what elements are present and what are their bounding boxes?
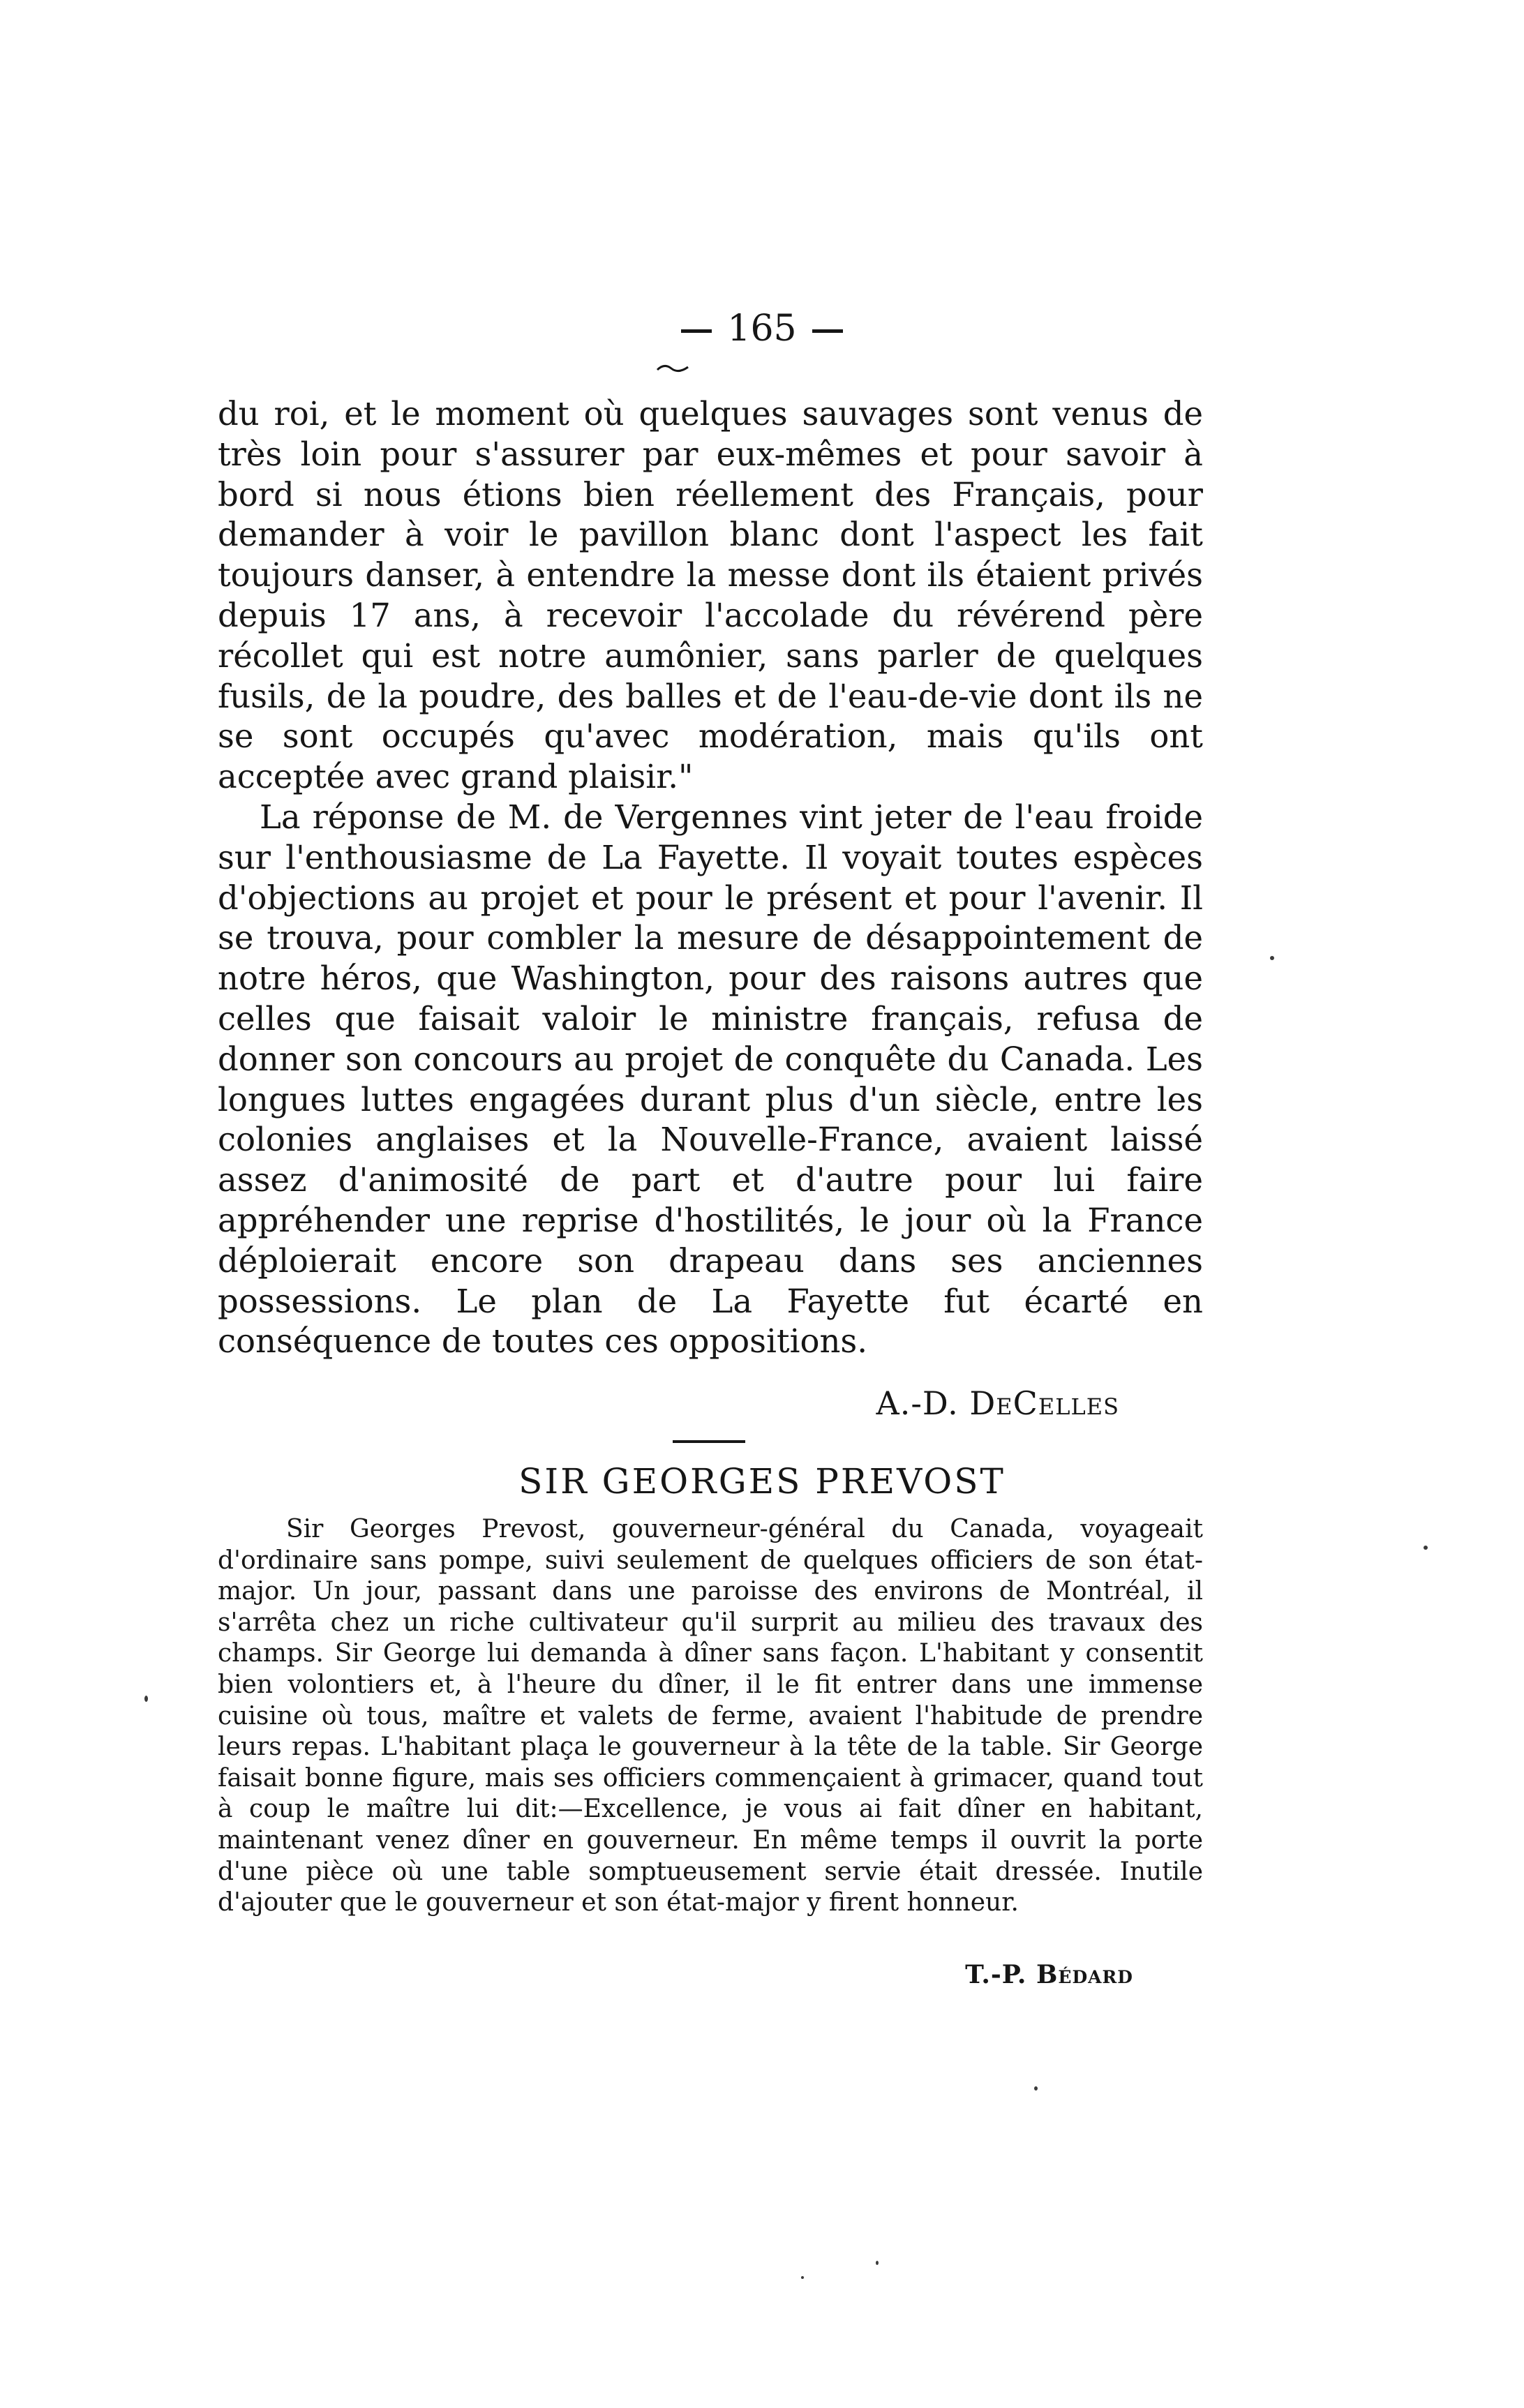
paragraph-letter-ending: du roi, et le moment où quelques sauvages sont venus de très loin pour s'assurer par eux-mêmes et pour savoir à bord si nous étions bien réellement des Français, pour demander à voir le pavillon blanc dont l'aspect les fait toujours danser, à entendre la messe dont ils étaient privés depuis 17 ans, à recevoir l'accolade du révérend père récollet qui est notre aumônier, sans parler de quelques fusils, de la poudre, des balles et de l'eau-de-vie dont ils ne se sont occupés qu'avec modération, mais qu'ils ont acceptée avec grand plaisir.": [218, 395, 1203, 796]
page-number-text: 165: [727, 308, 797, 350]
tilde-mark: [656, 363, 689, 373]
print-speck: [1270, 956, 1274, 960]
print-speck: [1034, 2086, 1038, 2091]
anecdote-body: [218, 1514, 1203, 1919]
dash-right: [812, 329, 843, 333]
print-speck: [801, 2276, 804, 2279]
main-signature: A.-D. DeCelles: [876, 1384, 1119, 1422]
section-divider: [673, 1440, 745, 1443]
page-number: [0, 308, 1524, 350]
anecdote-signature: T.-P. Bédard: [965, 1960, 1133, 1989]
print-speck: [876, 2261, 879, 2265]
print-speck: [144, 1696, 148, 1702]
paragraph-vergennes-reply: La réponse de M. de Vergennes vint jeter de l'eau froide sur l'enthousiasme de La Fayette. Il voyait toutes espèces d'objections au projet et pour le présent et pour l'avenir. Il se trouva, pour combler la mesure de désappointement de notre héros, que Washington, pour des raisons autres que celles que faisait valoir le ministre français, refusa de donner son concours au projet de conquête du Canada. Les longues luttes engagées durant plus d'un siècle, entre les colonies anglaises et la Nouvelle-France, avaient laissé assez d'animosité de part et d'autre pour lui faire appréhender une reprise d'hostilités, le jour où la France déploierait encore son drapeau dans ses anciennes possessions. Le plan de La Fayette fut écarté en conséquence de toutes ces oppositions.: [218, 798, 1203, 1361]
anecdote-paragraph: Sir Georges Prevost, gouverneur-général du Canada, voyageait d'ordinaire sans pompe, suivi seulement de quelques officiers de son état-major. Un jour, passant dans une paroisse des environs de Montréal, il s'arrêta chez un riche cultivateur qu'il surprit au milieu des travaux des champs. Sir George lui demanda à dîner sans façon. L'habitant y consentit bien volontiers et, à l'heure du dîner, il le fit entrer dans une immense cuisine où tous, maître et valets de ferme, avaient l'habitude de prendre leurs repas. L'habitant plaça le gouverneur à la tête de la table. Sir George faisait bonne figure, mais ses officiers commençaient à grimacer, quand tout à coup le maître lui dit:—Excellence, je vous ai fait dîner en habitant, maintenant venez dîner en gouverneur. En même temps il ouvrit la porte d'une pièce où une table somptueusement servie était dressée. Inutile d'ajouter que le gouverneur et son état-major y firent honneur.: [218, 1515, 1203, 1917]
section-title: SIR GEORGES PREVOST: [518, 1461, 1006, 1502]
dash-left: [681, 329, 712, 333]
main-body: [218, 394, 1203, 1362]
print-speck: [1424, 1546, 1428, 1550]
